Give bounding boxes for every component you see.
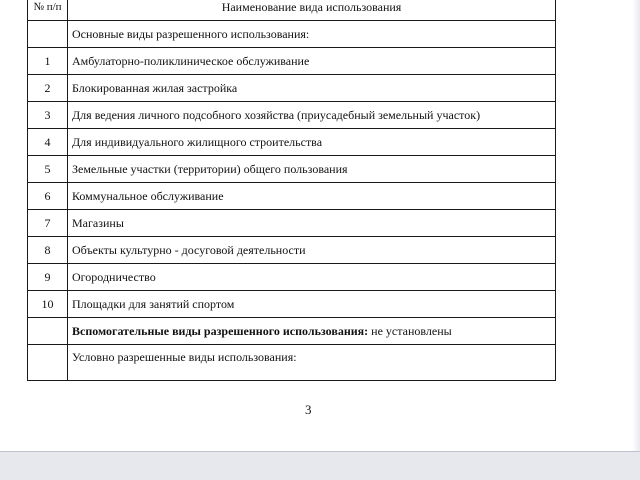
table-row (28, 102, 556, 129)
row-name: Для индивидуального жилищного строительства (68, 129, 556, 156)
row-number: 3 (28, 102, 68, 129)
row-name: Объекты культурно - досуговой деятельности (68, 237, 556, 264)
row-name: Земельные участки (территории) общего пользования (68, 156, 556, 183)
row-name: Амбулаторно-поликлиническое обслуживание (68, 48, 556, 75)
table-row (28, 183, 556, 210)
row-name: Огородничество (68, 264, 556, 291)
section-row-main (28, 21, 556, 48)
section-row-auxiliary (28, 318, 556, 345)
table-row (28, 264, 556, 291)
section-number-cell (28, 345, 68, 381)
page-bottom-margin (0, 452, 640, 480)
row-number: 1 (28, 48, 68, 75)
row-number: 4 (28, 129, 68, 156)
table-row (28, 75, 556, 102)
table-row (28, 237, 556, 264)
table-row (28, 48, 556, 75)
row-name: Блокированная жилая застройка (68, 75, 556, 102)
row-name: Площадки для занятий спортом (68, 291, 556, 318)
row-number: 9 (28, 264, 68, 291)
row-name: Для ведения личного подсобного хозяйства (приусадебный земельный участок) (68, 102, 556, 129)
section-title-main: Основные виды разрешенного использования: (68, 21, 556, 48)
header-name-cell: Наименование вида использования (68, 0, 556, 21)
row-number: 5 (28, 156, 68, 183)
page-edge-shadow (632, 0, 640, 452)
row-number: 7 (28, 210, 68, 237)
row-name: Коммунальное обслуживание (68, 183, 556, 210)
table-row (28, 129, 556, 156)
table-row (28, 291, 556, 318)
row-number: 8 (28, 237, 68, 264)
section-title-conditional: Условно разрешенные виды использования: (68, 345, 556, 381)
row-number: 10 (28, 291, 68, 318)
section-title-auxiliary: Вспомогательные виды разрешенного использования: (72, 323, 369, 338)
section-number-cell (28, 318, 68, 345)
table-row (28, 210, 556, 237)
page-number: 3 (305, 402, 312, 417)
land-use-table (27, 0, 556, 381)
section-auxiliary-value: не установлены (368, 323, 452, 338)
table-row (28, 156, 556, 183)
section-auxiliary-cell (68, 318, 556, 345)
table-header-row (28, 0, 556, 21)
section-number-cell (28, 21, 68, 48)
row-number: 2 (28, 75, 68, 102)
header-number-cell: № п/п (28, 0, 68, 21)
row-number: 6 (28, 183, 68, 210)
row-name: Магазины (68, 210, 556, 237)
section-row-conditional (28, 345, 556, 381)
